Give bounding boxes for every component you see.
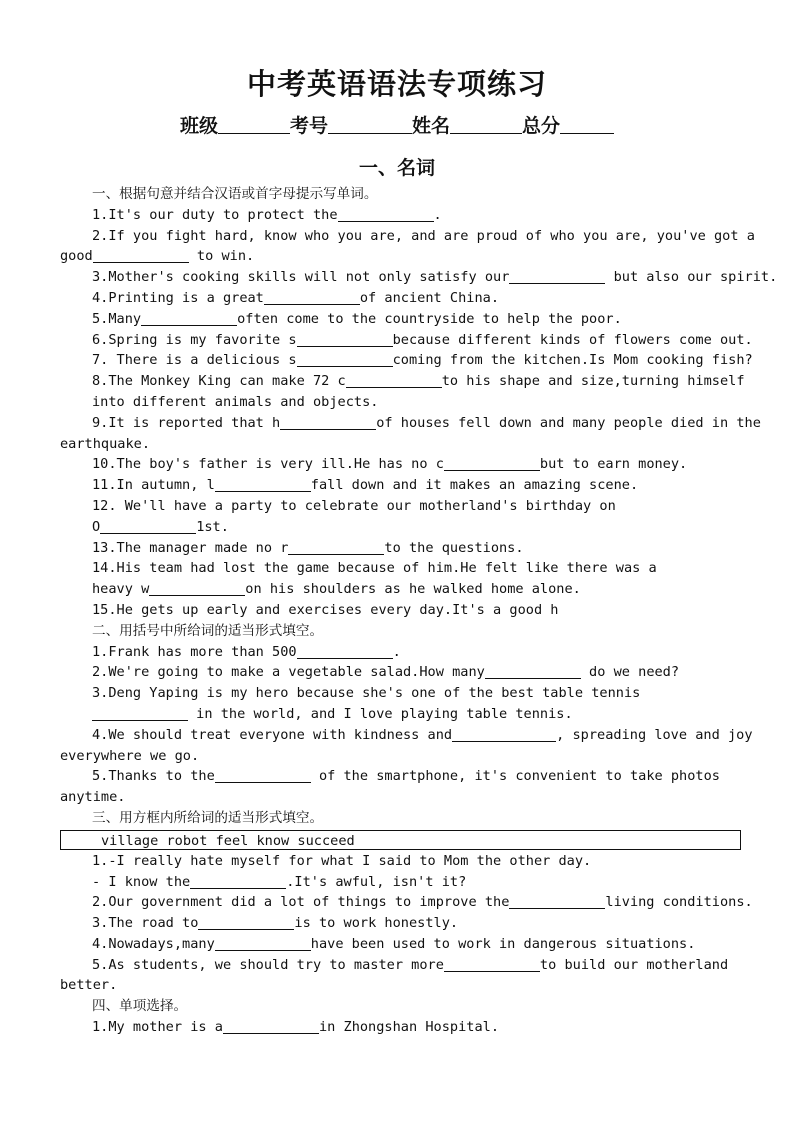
answer-blank[interactable]	[452, 727, 556, 742]
answer-blank[interactable]	[215, 936, 311, 951]
answer-blank[interactable]	[93, 248, 189, 263]
answer-blank[interactable]	[509, 269, 605, 284]
score-field[interactable]	[560, 115, 614, 134]
question-2-5: 5.Thanks to the of the smartphone, it's convenient to take photos	[92, 768, 720, 785]
question-1-4: 4.Printing is a great of ancient China.	[92, 289, 500, 306]
page-title: 中考英语语法专项练习	[246, 67, 547, 101]
exercise-content	[60, 184, 778, 1038]
answer-blank[interactable]	[223, 1019, 319, 1034]
question-1-2: 2.If you fight hard, know who you are, and are proud of who you are, you've got a	[92, 227, 755, 244]
answer-blank[interactable]	[190, 874, 286, 889]
answer-blank[interactable]	[485, 664, 581, 679]
answer-blank[interactable]	[288, 540, 384, 555]
answer-blank[interactable]	[444, 957, 540, 972]
answer-blank[interactable]	[297, 332, 393, 347]
answer-blank[interactable]	[297, 644, 393, 659]
question-1-11: 11.In autumn, l fall down and it makes an amazing scene.	[92, 477, 639, 494]
question-2-5-cont: anytime.	[60, 789, 126, 806]
answer-blank[interactable]	[297, 352, 393, 367]
question-1-12-cont: O 1st.	[92, 518, 229, 535]
question-3-5: 5.As students, we should try to master more to build our motherland	[92, 956, 729, 973]
question-3-3: 3.The road to is to work honestly.	[92, 915, 459, 932]
part4-heading: 四、单项选择。	[92, 998, 188, 1015]
question-1-14-cont: heavy w on his shoulders as he walked home alone.	[92, 581, 581, 598]
answer-blank[interactable]	[280, 415, 376, 430]
part1-heading: 一、根据句意并结合汉语或首字母提示写单词。	[92, 186, 378, 202]
question-2-1: 1.Frank has more than 500 .	[92, 643, 401, 660]
question-2-3-cont: in the world, and I love playing table tennis.	[60, 704, 734, 725]
class-label: 班级	[179, 115, 218, 137]
question-1-9: 9.It is reported that h of houses fell down and many people died in the	[92, 414, 761, 431]
question-1-12: 12. We'll have a party to celebrate our motherland's birthday on	[92, 497, 616, 514]
score-label: 总分	[522, 115, 561, 137]
question-2-2: 2.We're going to make a vegetable salad.How many do we need?	[92, 664, 680, 681]
answer-blank[interactable]	[149, 581, 245, 596]
question-1-10: 10.The boy's father is very ill.He has no c but to earn money.	[92, 456, 688, 473]
question-1-2-cont: good to win.	[60, 248, 255, 265]
question-1-6: 6.Spring is my favorite s because different kinds of flowers come out.	[92, 331, 753, 348]
question-2-4-cont: everywhere we go.	[60, 747, 200, 764]
answer-blank[interactable]	[338, 207, 434, 222]
question-1-7: 7. There is a delicious s coming from the kitchen.Is Mom cooking fish?	[92, 352, 753, 369]
answer-blank[interactable]	[509, 894, 605, 909]
answer-blank[interactable]	[346, 373, 442, 388]
question-3-1-cont: - I know the .It's awful, isn't it?	[92, 873, 467, 890]
question-2-4: 4.We should treat everyone with kindness and , spreading love and joy	[92, 726, 753, 743]
question-1-14: 14.His team had lost the game because of him.He felt like there was a	[92, 560, 657, 577]
question-1-9-cont: earthquake.	[60, 435, 151, 452]
question-1-8-cont: into different animals and objects.	[92, 393, 379, 410]
answer-blank[interactable]	[444, 456, 540, 471]
answer-blank[interactable]	[198, 915, 294, 930]
question-3-1: 1.-I really hate myself for what I said to Mom the other day.	[92, 852, 592, 869]
question-1-15: 15.He gets up early and exercises every day.It's a good h	[92, 601, 559, 618]
name-field[interactable]	[450, 115, 522, 134]
answer-blank[interactable]	[215, 477, 311, 492]
question-1-13: 13.The manager made no r to the questions.	[92, 539, 524, 556]
answer-blank[interactable]	[92, 706, 188, 721]
word-box: village robot feel know succeed	[60, 830, 741, 850]
answer-blank[interactable]	[264, 290, 360, 305]
question-1-8: 8.The Monkey King can make 72 c to his shape and size,turning himself	[92, 373, 745, 390]
question-1-5: 5.Many often come to the countryside to help the poor.	[92, 310, 622, 327]
section-title: 一、名词	[358, 157, 435, 179]
part3-heading: 三、用方框内所给词的适当形式填空。	[92, 809, 324, 826]
question-3-2: 2.Our government did a lot of things to improve the living conditions.	[92, 894, 753, 911]
question-4-1: 1.My mother is a in Zhongshan Hospital.	[92, 1019, 500, 1036]
class-field[interactable]	[218, 115, 290, 134]
answer-blank[interactable]	[215, 768, 311, 783]
student-info-row	[0, 111, 794, 138]
question-3-4: 4.Nowadays,many have been used to work in dangerous situations.	[92, 935, 696, 952]
number-label: 考号	[289, 115, 328, 137]
name-label: 姓名	[412, 115, 451, 137]
number-field[interactable]	[328, 115, 412, 134]
question-2-3: 3.Deng Yaping is my hero because she's one of the best table tennis	[92, 685, 641, 702]
answer-blank[interactable]	[141, 311, 237, 326]
answer-blank[interactable]	[100, 519, 196, 534]
question-1-3: 3.Mother's cooking skills will not only satisfy our but also our spirit.	[92, 269, 778, 286]
question-3-5-cont: better.	[60, 977, 118, 994]
part2-heading: 二、用括号中所给词的适当形式填空。	[92, 622, 324, 639]
question-1-1: 1.It's our duty to protect the .	[92, 206, 442, 223]
